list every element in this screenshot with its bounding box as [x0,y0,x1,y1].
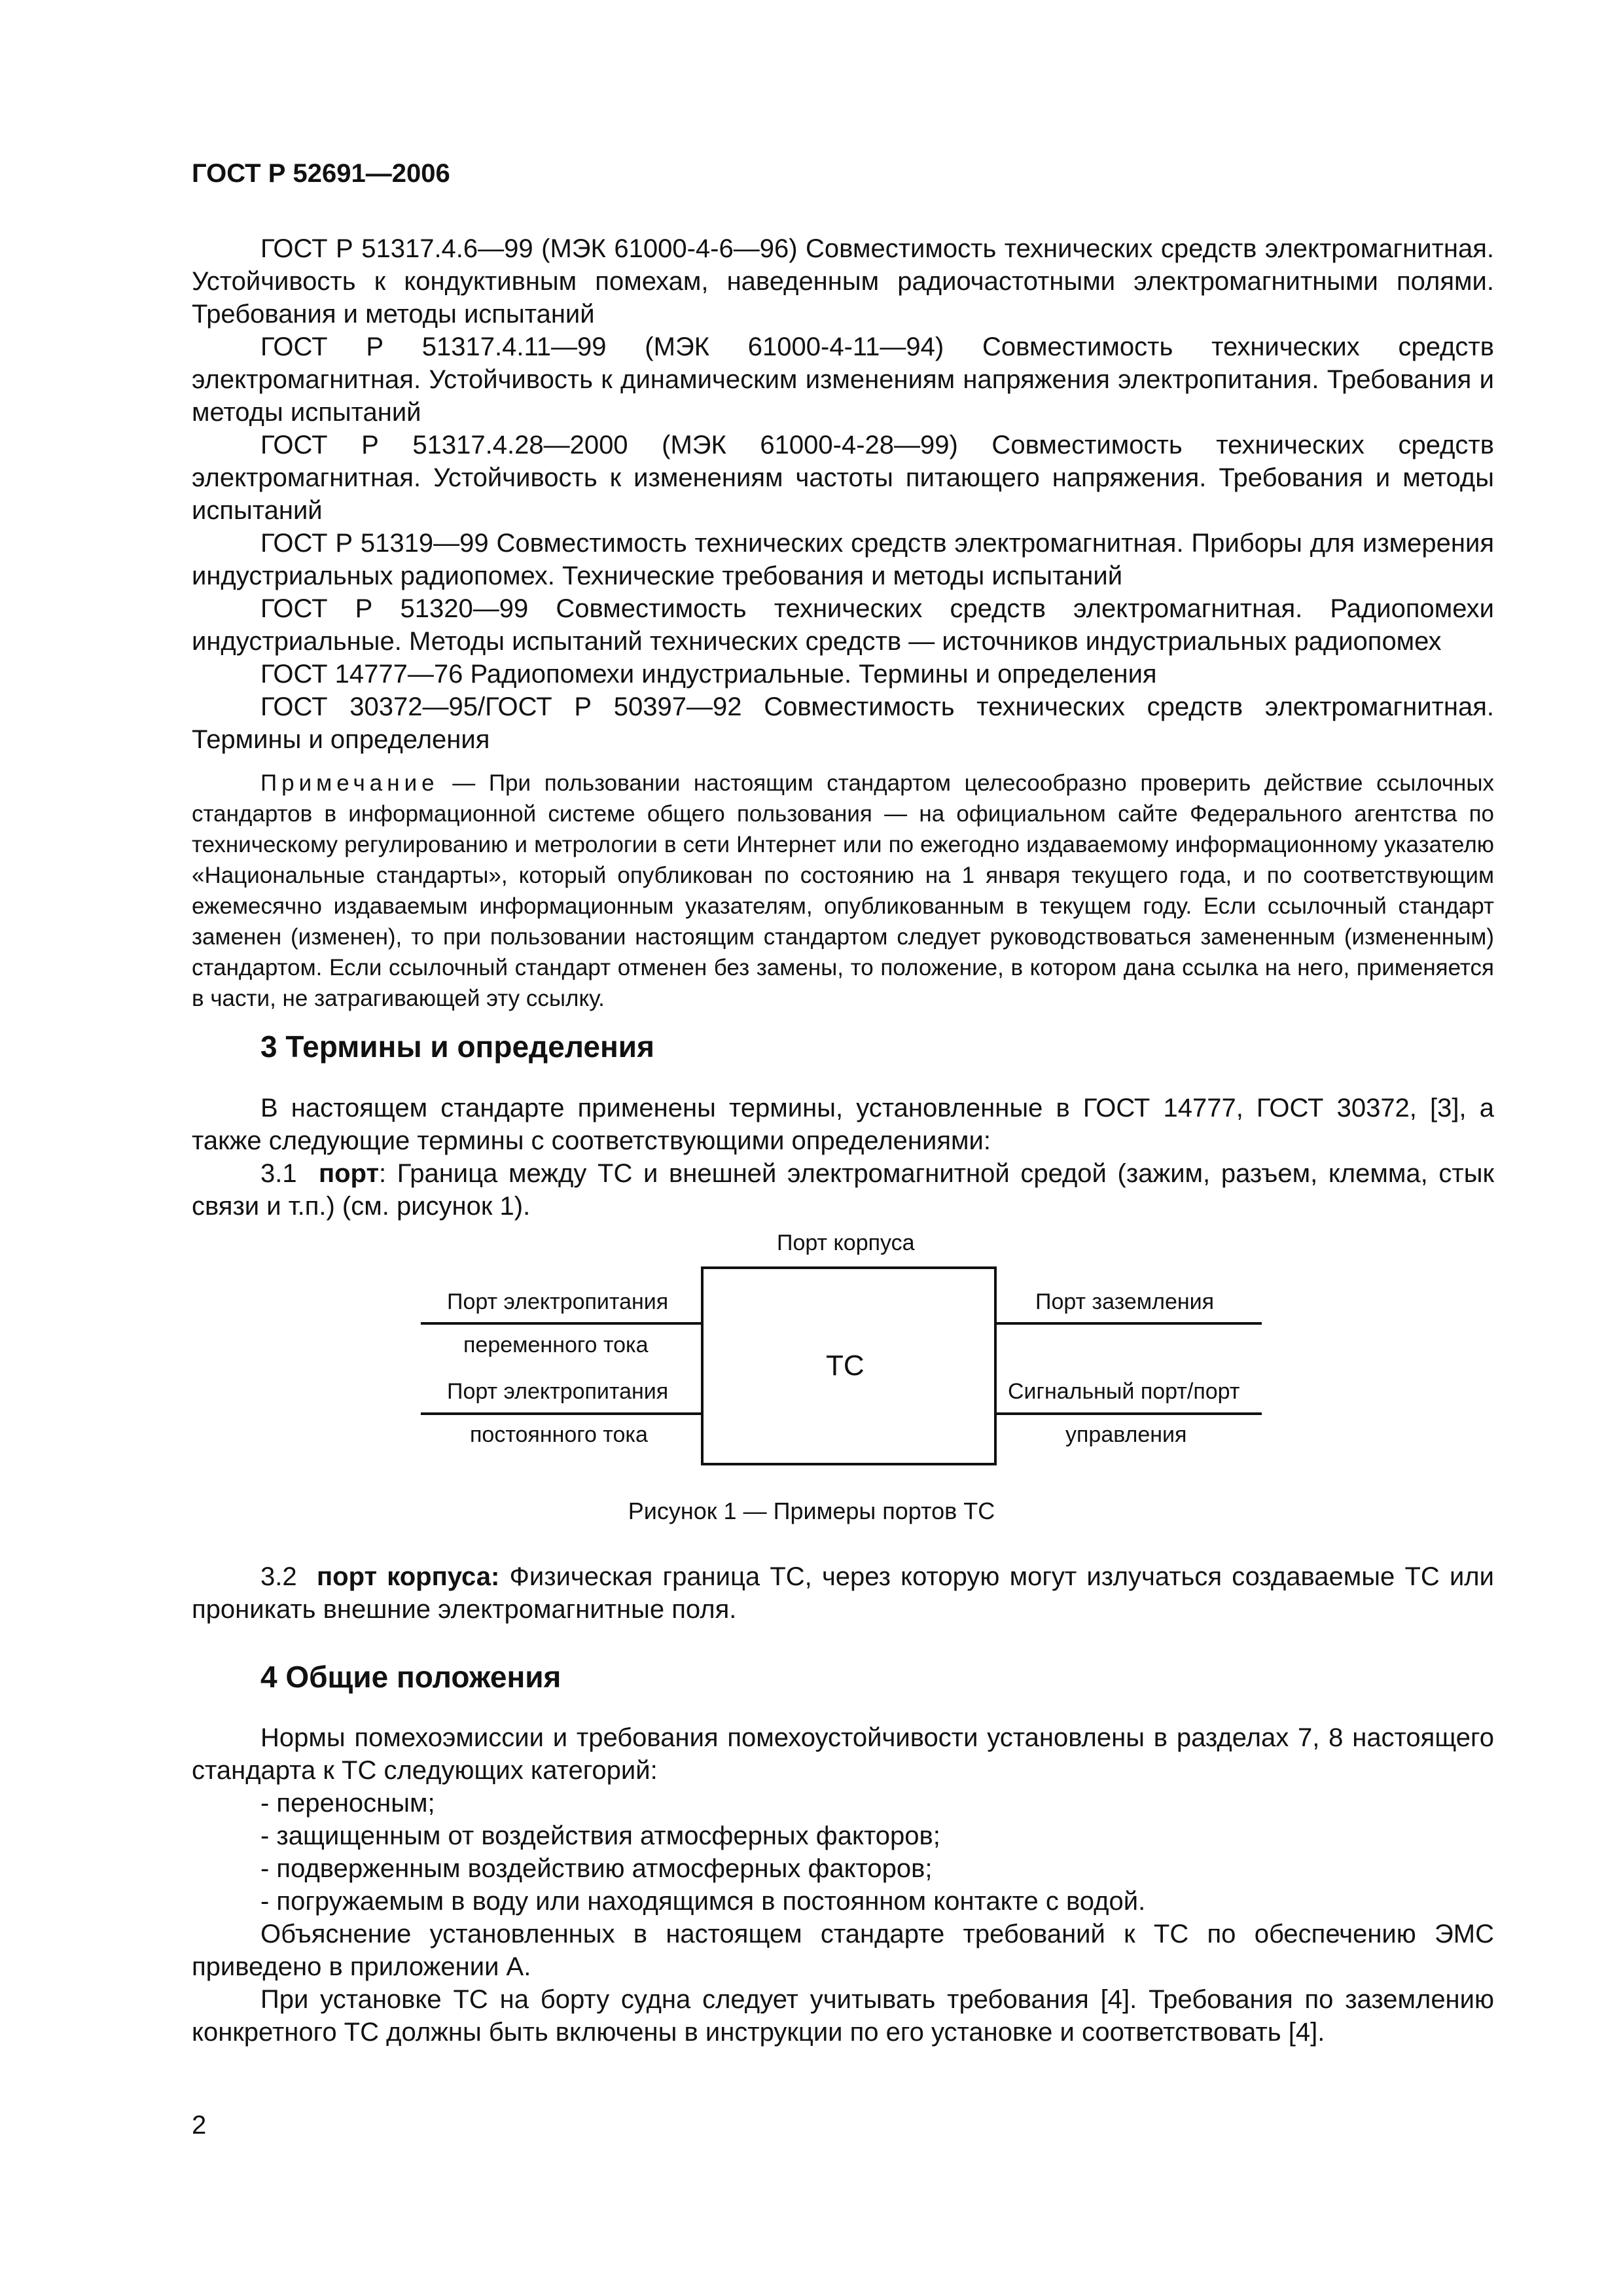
ac-power-port-label-2: переменного тока [463,1333,649,1357]
document-header: ГОСТ Р 52691—2006 [192,159,450,188]
term-definition: Физическая граница ТС, через которую могут излучаться создаваемые ТС или проникать внешние электромагнитные поля. [192,1562,1494,1624]
term-3-1 [192,1157,1494,1223]
ts-label: ТС [826,1350,865,1382]
section-3-intro: В настоящем стандарте применены термины, установленные в ГОСТ 14777, ГОСТ 30372, [3], а также следующие термины с соответствующими определениями: [192,1094,1494,1155]
list-item: - погружаемым в воду или находящимся в постоянном контакте с водой. [260,1887,1146,1916]
section-4-para-3: При установке ТС на борту судна следует учитывать требования [4]. Требования по заземлению конкретного ТС должны быть включены в инструкции по его установке и соответствовать [4]. [192,1985,1494,2047]
section-4-heading: 4 Общие положения [260,1660,562,1694]
term-name: порт [318,1159,380,1188]
section-3-heading: 3 Термины и определения [260,1030,654,1064]
reference-item: ГОСТ Р 51320—99 Совместимость технических средств электромагнитная. Радиопомехи индустриальные. Методы испытаний технических средств — источников индустриальных радиопомех [192,594,1494,656]
list-item: - переносным; [260,1789,435,1818]
term-definition: : Граница между ТС и внешней электромагнитной средой (зажим, разъем, клемма, стык связи и т.п.) (см. рисунок 1). [192,1159,1494,1221]
list-item: - защищенным от воздействия атмосферных факторов; [260,1821,940,1850]
reference-item: ГОСТ Р 51317.4.6—99 (МЭК 61000-4-6—96) Совместимость технических средств электромагнитная. Устойчивость к кондуктивным помехам, наведенным радиочастотными электромагнитными полями. Требования и методы испытаний [192,234,1494,329]
figure-caption: Рисунок 1 — Примеры портов ТС [628,1498,995,1524]
category-list [192,1787,1494,1918]
section-4-body [192,1918,1494,2049]
dc-power-port-label: Порт электропитания [447,1379,669,1404]
term-name: порт корпуса: [316,1562,500,1591]
term-3-2 [192,1560,1494,1626]
signal-port-label-2: управления [1065,1422,1187,1447]
reference-item: ГОСТ 30372—95/ГОСТ Р 50397—92 Совместимость технических средств электромагнитная. Термины и определения [192,692,1494,754]
reference-item: ГОСТ Р 51319—99 Совместимость технических средств электромагнитная. Приборы для измерения индустриальных радиопомех. Технические требования и методы испытаний [192,529,1494,590]
signal-port-label: Сигнальный порт/порт [1008,1379,1240,1404]
reference-item: ГОСТ Р 51317.4.11—99 (МЭК 61000-4-11—94) Совместимость технических средств электромагнитная. Устойчивость к динамическим изменениям напряжения электропитания. Требования и методы испытаний [192,332,1494,427]
section-3-body [192,1092,1494,1223]
enclosure-port-label: Порт корпуса [777,1230,915,1255]
ac-power-port-label: Порт электропитания [447,1289,669,1314]
dc-power-port-label-2: постоянного тока [470,1422,648,1447]
ground-port-label: Порт заземления [1035,1289,1215,1314]
note-label: Примечание [260,770,439,796]
normative-references [192,232,1494,756]
note-text: — При пользовании настоящим стандартом целесообразно проверить действие ссылочных стандартов в информационной системе общего пользования — на официальном сайте Федерального агентства по техническому регулированию и метрологии в сети Интернет или по ежегодно издаваемому информационному указателю «Национальные стандарты», который опубликован по состоянию на 1 января текущего года, и по соответствующим ежемесячно издаваемым информационным указателям, опубликованным в текущем году. Если ссылочный стандарт заменен (изменен), то при пользовании настоящим стандартом следует руководствоваться замененным (измененным) стандартом. Если ссылочный стандарт отменен без замены, то положение, в котором дана ссылка на него, применяется в части, не затрагивающей эту ссылку. [192,770,1494,1011]
reference-item: ГОСТ Р 51317.4.28—2000 (МЭК 61000-4-28—99) Совместимость технических средств электромагнитная. Устойчивость к изменениям частоты питающего напряжения. Требования и методы испытаний [192,431,1494,525]
term-number: 3.1 [260,1159,297,1188]
list-item: - подверженным воздействию атмосферных факторов; [260,1854,933,1883]
term-number: 3.2 [260,1562,297,1591]
page-number: 2 [192,2111,207,2140]
reference-item: ГОСТ 14777—76 Радиопомехи индустриальные. Термины и определения [260,660,1157,689]
section-4-intro: Нормы помехоэмиссии и требования помехоустойчивости установлены в разделах 7, 8 настоящего стандарта к ТС следующих категорий: [192,1723,1494,1785]
note-paragraph [192,768,1494,1014]
section-4-para-2: Объяснение установленных в настоящем стандарте требований к ТС по обеспечению ЭМС приведено в приложении А. [192,1920,1494,1981]
